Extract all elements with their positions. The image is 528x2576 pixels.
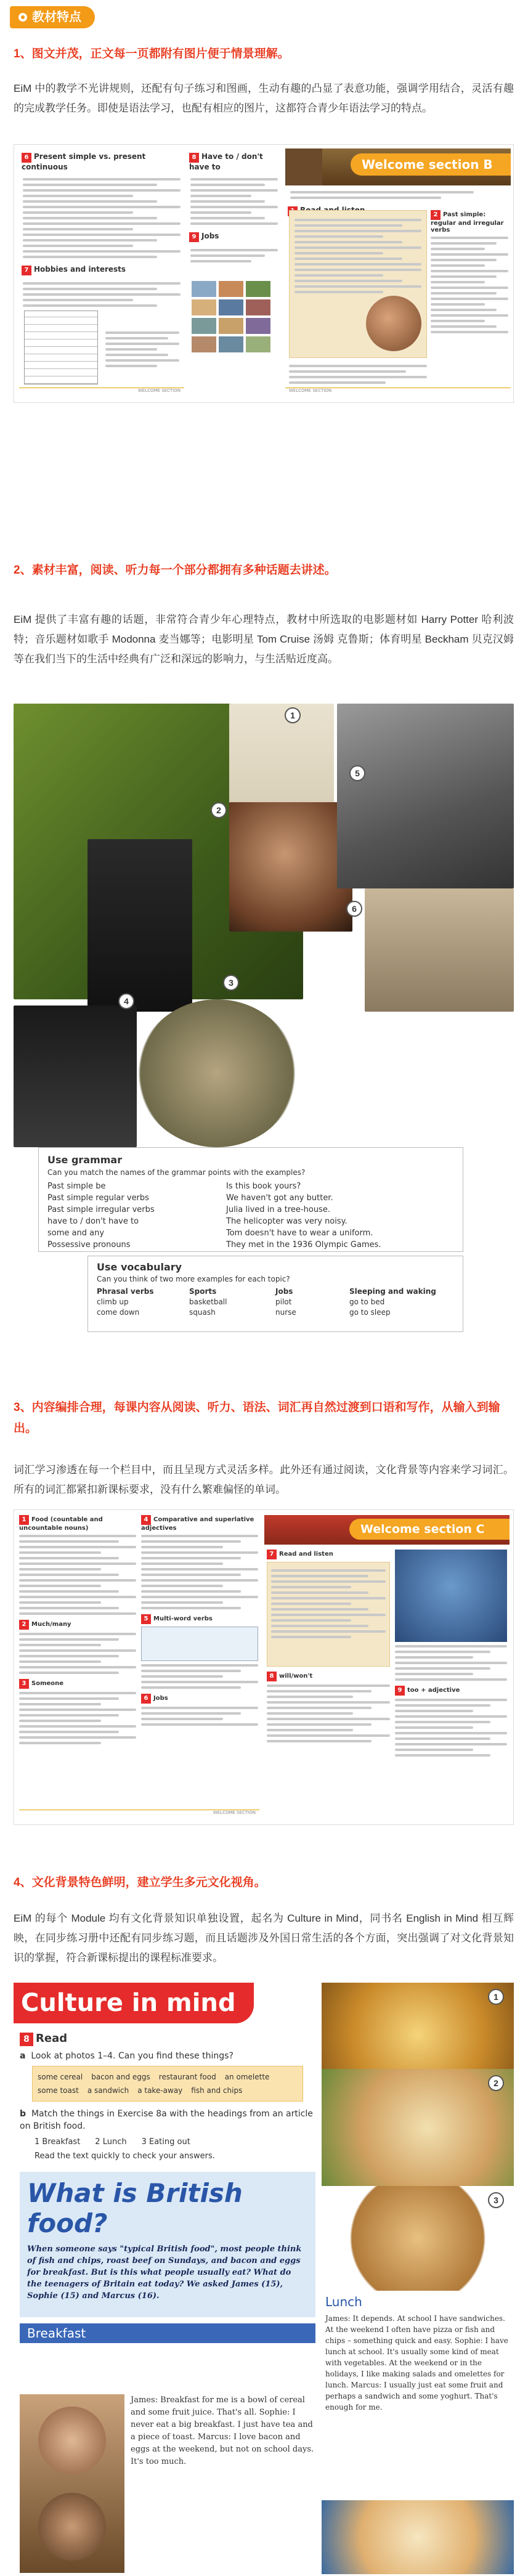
- photo-3: [229, 802, 352, 932]
- book-page-left: 6 Present simple vs. present continuous 7 Hobbies and interests WELCOME SECTION: [19, 148, 184, 395]
- photo-5: [365, 888, 514, 1012]
- vocab-box-title: Use vocabulary: [97, 1261, 182, 1273]
- step-a-text: Look at photos 1–4. Can you find these things?: [31, 2051, 234, 2061]
- jobs-title: Jobs: [201, 232, 219, 240]
- photo-number: 6: [346, 901, 362, 917]
- section-3-heading: 3、内容编排合理，每课内容从阅读、听力、语法、词汇再自然过渡到口语和写作，从输入到输出。: [14, 1401, 500, 1435]
- vocab-item: come down: [97, 1308, 140, 1317]
- section-2-heading: 2、素材丰富，阅读、听力每一个部分都拥有多种话题去讲述。: [14, 564, 336, 577]
- photo-food-3: [322, 2186, 514, 2291]
- book2-title-4: Much/many: [31, 1621, 71, 1628]
- grammar-box-question: Can you match the names of the grammar points with the examples?: [47, 1168, 306, 1177]
- grammar-box-title: Use grammar: [47, 1154, 123, 1166]
- grammar-example: Is this book yours?: [226, 1182, 301, 1191]
- section-badge: [10, 6, 95, 28]
- vocab-item: nurse: [275, 1308, 296, 1317]
- heading-option: 2 Lunch: [95, 2137, 127, 2147]
- use-vocabulary-box: [87, 1256, 463, 1332]
- photo-number: 2: [488, 2075, 504, 2091]
- section-4-text: EiM 的每个 Module 均有文化背景知识单独设置，起名为 Culture in Mind，同书名 English in Mind 相互辉映，在同步练习册中还配有同步练习题，而且话题涉及外国日常生活的各个方面，突出强调了对文化背景知识的掌握，符合新课标提出的课程标准要求。: [14, 1912, 514, 1964]
- grammar-point: Past simple regular verbs: [47, 1193, 149, 1203]
- lunch-title: Lunch: [325, 2294, 362, 2309]
- step-a-label: a: [20, 2051, 26, 2061]
- book2-page-footer: WELCOME SECTION: [19, 1810, 259, 1817]
- book-page-right: Welcome section B 2 Past simple: regular and irregular verbs WELCOME SECTION: [285, 148, 511, 395]
- vocab-column-head: Sports: [189, 1287, 217, 1296]
- book2-title-2: Comparative and superlative adjectives: [141, 1516, 254, 1532]
- grammar-example: We haven't got any butter.: [226, 1193, 333, 1203]
- word-chip: an omelette: [224, 2073, 270, 2081]
- page-footer-right: WELCOME SECTION: [285, 388, 511, 395]
- grammar-point: Possessive pronouns: [47, 1240, 131, 1249]
- photo-1-figure: [87, 839, 192, 1012]
- vocab-item: pilot: [275, 1298, 292, 1306]
- vocab-item: squash: [189, 1308, 216, 1317]
- textbook-spread-image-2: [14, 1509, 514, 1825]
- word-chip: a sandwich: [87, 2086, 129, 2095]
- photo-7: [137, 999, 297, 1147]
- book2-title-6: Jobs: [153, 1695, 168, 1702]
- grammar-example: Julia lived in a tree-house.: [226, 1205, 330, 1214]
- photo-number: 5: [349, 765, 365, 781]
- teen-photos: [20, 2394, 124, 2573]
- word-chip: a take-away: [137, 2086, 183, 2095]
- grammar-example: The helicopter was very noisy.: [226, 1217, 347, 1226]
- step-b-text: Match the things in Exercise 8a with the headings from an article on British food.: [20, 2109, 313, 2131]
- photo-number: 1: [285, 707, 301, 723]
- photo-food-4: [322, 2500, 514, 2574]
- book-page-middle: 8 Have to / don't have to 9 Jobs: [188, 148, 280, 395]
- vocab-item: go to bed: [349, 1298, 385, 1306]
- book2-title-3: Read and listen: [279, 1551, 333, 1558]
- culture-title: Culture in mind: [14, 1983, 254, 2023]
- section-1-heading: 1、图文并茂，正文每一页都附有图片便于情景理解。: [14, 47, 290, 60]
- photo-number: 3: [488, 2192, 504, 2208]
- breakfast-text: James: Breakfast for me is a bowl of cereal and some fruit juice. That's all. Sophie: I never eat a big breakfast. I just have tea and a piece of toast. Marcus: I love bacon and eggs at the weekend, but not on school days. It's too much.: [131, 2395, 314, 2466]
- exercise-number: 8: [20, 2033, 33, 2046]
- photo-food-1: [322, 1983, 514, 2069]
- vocab-column-head: Jobs: [275, 1287, 293, 1296]
- wordsearch-grid: [24, 311, 98, 384]
- grammar-title: Present simple vs. present continuous: [22, 152, 146, 171]
- section-2-text: EiM 提供了丰富有趣的话题，非常符合青少年心理特点，教材中所选取的电影题材如 Harry Potter 哈利波特；音乐题材如歌手 Modonna 麦当娜等；电影明星 Tom Cruise 汤姆 克鲁斯；体育明星 Beckham 贝克汉姆等在我们当下的生活中经典有广泛和深远的影响力，与生活贴近度高。: [14, 614, 514, 665]
- grammar-example: They met in the 1936 Olympic Games.: [226, 1240, 381, 1249]
- photo-food-2: [322, 2069, 514, 2186]
- read-label: Read: [36, 2032, 68, 2045]
- photo-number: 1: [488, 1989, 504, 2005]
- book2-title-1: Food (countable and uncountable nouns): [19, 1516, 103, 1532]
- grammar-point: Past simple be: [47, 1182, 106, 1191]
- heading-option: 1 Breakfast: [35, 2137, 81, 2147]
- culture-in-mind-image: [14, 1983, 514, 2574]
- book2-page-right: Welcome section C 7 Read and listen 8 will/won't 9 too + adjective: [264, 1515, 510, 1817]
- book2-title-8: too + adjective: [407, 1687, 460, 1694]
- article-intro: When someone says "typical British food", most people think of fish and chips, roast beef on Sundays, and bacon and eggs for breakfast. But is this what people usually eat? What do the teenagers of Britain eat today? We asked James (15), Sophie (15) and Marcus (16).: [27, 2245, 302, 2301]
- book2-title-7: will/won't: [279, 1673, 313, 1680]
- step-b-label: b: [20, 2109, 26, 2119]
- grammar-point: have to / don't have to: [47, 1217, 139, 1226]
- word-chip: some toast: [38, 2086, 79, 2095]
- vocab-column-head: Phrasal verbs: [97, 1287, 154, 1296]
- article-intro-box: [20, 2172, 315, 2317]
- word-chip: restaurant food: [158, 2073, 216, 2081]
- photo-6: [14, 1006, 137, 1147]
- culture-page-left: [14, 1983, 322, 2574]
- word-box: [32, 2066, 303, 2102]
- welcome-banner-c: Welcome section C: [349, 1519, 510, 1540]
- word-chip: some cereal: [38, 2073, 83, 2081]
- book2-title-9: Someone: [31, 1680, 64, 1687]
- have-to-title: Have to / don't have to: [189, 152, 263, 171]
- breakfast-title: Breakfast: [20, 2323, 315, 2343]
- grammar-example: Tom doesn't have to wear a uniform.: [226, 1229, 373, 1238]
- word-chip: bacon and eggs: [91, 2073, 150, 2081]
- article-title: What is British food?: [27, 2178, 243, 2238]
- word-chip: fish and chips: [191, 2086, 243, 2095]
- vocab-column-head: Sleeping and waking: [349, 1287, 436, 1296]
- hobbies-title: Hobbies and interests: [34, 265, 126, 274]
- celebrity-collage-image: [14, 704, 514, 1335]
- vocab-box-question: Can you think of two more examples for each topic?: [97, 1275, 290, 1283]
- welcome-banner: Welcome section B: [351, 153, 511, 176]
- vocab-item: go to sleep: [349, 1308, 391, 1317]
- grammar-point: Past simple irregular verbs: [47, 1205, 155, 1214]
- grammar-point: some and any: [47, 1229, 105, 1238]
- photo-number: 3: [223, 975, 239, 991]
- vocab-item: climb up: [97, 1298, 129, 1306]
- textbook-spread-image-1: [14, 144, 514, 403]
- past-simple-title: Past simple: regular and irregular verbs: [431, 211, 504, 234]
- circle-icon: [18, 13, 27, 22]
- lunch-text: James: It depends. At school I have sandwiches. At the weekend I often have pizza or fish and chips – something quick and easy. Sophie: I have lunch at school. It's usually some kind of meat with vegetables. At the weekend or in the holidays, I like making salads and omelettes for lunch. Marcus: I usually just eat some fruit and perhaps a sandwich and some yoghurt. That's enough for me.: [325, 2314, 508, 2411]
- step-c-text: Read the text quickly to check your answers.: [35, 2151, 215, 2161]
- photo-number: 2: [211, 802, 227, 818]
- book2-page-left: 1 Food (countable and uncountable nouns) 2 Much/many 3 Someone 4 Comparative and superlative adjectives 5 Multi-word verbs 6 Jobs WELCOME SECTION: [19, 1515, 259, 1817]
- culture-page-right: [322, 1983, 514, 2574]
- section-3-text: 词汇学习渗透在每一个栏目中，而且呈现方式灵活多样。此外还有通过阅读，文化背景等内容来学习词汇。所有的词汇都紧扣新课标要求，没有什么繁难偏怪的单词。: [14, 1464, 514, 1495]
- vocab-item: basketball: [189, 1298, 227, 1306]
- heading-option: 3 Eating out: [141, 2137, 190, 2147]
- use-grammar-box: [38, 1147, 463, 1252]
- section-1-text: EiM 中的教学不光讲规则，还配有句子练习和图画，生动有趣的凸显了表意功能，强调学用结合，灵活有趣的完成教学任务。即使是语法学习，也配有相应的图片，这都符合青少年语法学习的特点。: [14, 83, 514, 114]
- section-4-heading: 4、文化背景特色鲜明，建立学生多元文化视角。: [14, 1876, 266, 1889]
- photo-number: 4: [118, 993, 134, 1009]
- photo-circle: [366, 296, 421, 351]
- page-footer-left: WELCOME SECTION: [19, 388, 184, 395]
- book2-title-5: Multi-word verbs: [153, 1615, 213, 1622]
- badge-label: 教材特点: [32, 10, 81, 24]
- photo-4: [337, 704, 514, 888]
